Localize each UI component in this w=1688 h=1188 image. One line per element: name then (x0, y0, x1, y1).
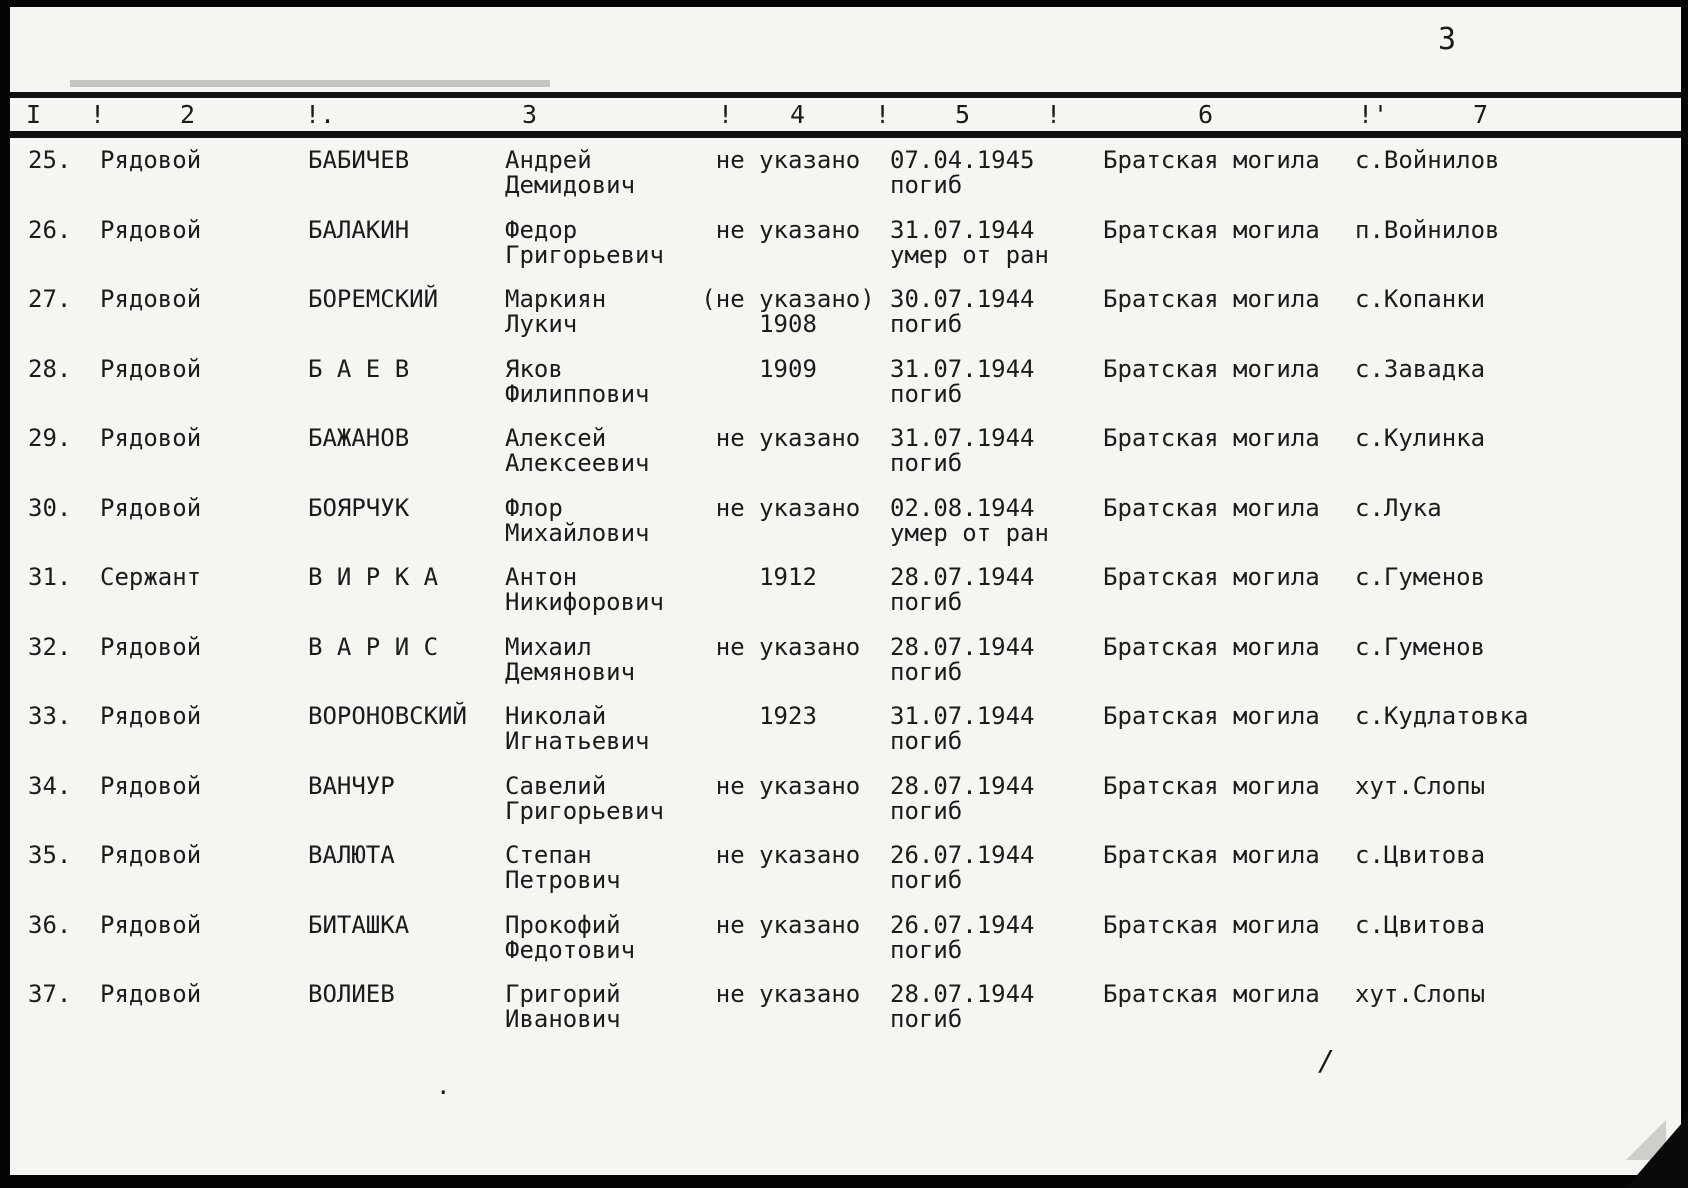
table-row (0, 704, 1688, 774)
cell-death-date: 02.08.1944 (890, 493, 1035, 522)
cell-grave-type: Братская могила (1103, 841, 1320, 869)
cell-given-name: Федор (505, 215, 578, 244)
cell-given-name: Николай (505, 702, 607, 730)
cell-rank: Рядовой (100, 424, 202, 452)
cell-row-number: 36. (28, 910, 72, 939)
table-row (0, 565, 1688, 635)
cell-surname: БАБИЧЕВ (308, 146, 410, 174)
cell-death-cause: умер от ран (890, 518, 1049, 547)
cell-birth-line1: 1909 (759, 354, 817, 383)
cell-birth-line1: (не указано) (701, 285, 875, 313)
cell-row-number: 32. (28, 632, 72, 661)
cell-patronymic: Демидович (505, 171, 636, 199)
cell-death-date-cause (890, 704, 1100, 754)
column-separator: ! (718, 100, 734, 129)
cell-birth-year (698, 982, 878, 1007)
cell-death-date-cause (890, 215, 1100, 269)
cell-death-cause: погиб (890, 310, 963, 338)
cell-grave-type: Братская могила (1103, 563, 1320, 591)
cell-surname: ВАЛЮТА (308, 841, 395, 869)
cell-given-name: Антон (505, 563, 578, 591)
cell-rank: Рядовой (100, 841, 202, 869)
cell-row-number: 25. (28, 146, 72, 174)
cell-birth-year (698, 565, 878, 590)
cell-rank: Рядовой (100, 215, 202, 244)
cell-name-patronymic (505, 704, 720, 754)
cell-birth-year (698, 493, 878, 522)
column-header-3: 3 (522, 100, 538, 129)
cell-death-date: 28.07.1944 (890, 632, 1035, 661)
column-header-7: 7 (1473, 100, 1489, 129)
cell-birth-year (698, 771, 878, 800)
cell-name-patronymic (505, 982, 720, 1032)
cell-surname: ВОРОНОВСКИЙ (308, 702, 467, 730)
cell-birth-line1: не указано (715, 424, 861, 452)
cell-death-cause: погиб (890, 657, 963, 686)
table-row (0, 843, 1688, 913)
cell-birth-year (698, 287, 878, 337)
cell-given-name: Алексей (505, 424, 607, 452)
cell-rank: Рядовой (100, 980, 202, 1008)
cell-death-date: 31.07.1944 (890, 702, 1035, 730)
cell-surname: В А Р И С (308, 632, 439, 661)
stray-mark-slash: / (1318, 1044, 1335, 1077)
cell-rank: Рядовой (100, 493, 202, 522)
column-separator: !. (305, 100, 336, 129)
cell-birth-year (698, 632, 878, 661)
cell-grave-type: Братская могила (1103, 771, 1320, 800)
cell-surname: БИТАШКА (308, 910, 410, 939)
table-row (0, 632, 1688, 705)
table-row (0, 493, 1688, 566)
cell-death-date-cause (890, 632, 1100, 686)
cell-death-date-cause (890, 148, 1100, 198)
cell-birth-year (698, 354, 878, 383)
cell-grave-type: Братская могила (1103, 215, 1320, 244)
cell-death-date: 31.07.1944 (890, 424, 1035, 452)
cell-birth-line1: не указано (715, 841, 861, 869)
cell-burial-place: хут.Слопы (1355, 980, 1486, 1008)
cell-birth-year (698, 704, 878, 729)
cell-patronymic: Григорьевич (505, 240, 664, 269)
column-header-4: 4 (790, 100, 806, 129)
cell-death-date-cause (890, 354, 1100, 408)
cell-row-number: 33. (28, 702, 72, 730)
cell-patronymic: Михайлович (505, 518, 650, 547)
cell-burial-place: с.Гуменов (1355, 632, 1486, 661)
cell-surname: БОРЕМСКИЙ (308, 285, 439, 313)
cell-rank: Рядовой (100, 702, 202, 730)
column-header-1: I (26, 100, 42, 129)
cell-surname: Б А Е В (308, 354, 410, 383)
cell-patronymic: Федотович (505, 935, 636, 964)
cell-patronymic: Алексеевич (505, 449, 650, 477)
cell-death-cause: погиб (890, 449, 963, 477)
cell-birth-year (698, 910, 878, 939)
cell-given-name: Андрей (505, 146, 592, 174)
cell-death-date-cause (890, 910, 1100, 964)
cell-grave-type: Братская могила (1103, 493, 1320, 522)
cell-birth-line1: не указано (715, 493, 861, 522)
cell-death-cause: погиб (890, 727, 963, 755)
cell-death-date-cause (890, 843, 1100, 893)
column-header-2: 2 (180, 100, 196, 129)
cell-patronymic: Никифорович (505, 588, 664, 616)
cell-death-date: 28.07.1944 (890, 563, 1035, 591)
cell-birth-line1: не указано (715, 146, 861, 174)
cell-patronymic: Петрович (505, 866, 621, 894)
cell-patronymic: Демянович (505, 657, 636, 686)
cell-grave-type: Братская могила (1103, 354, 1320, 383)
cell-surname: БОЯРЧУК (308, 493, 410, 522)
cell-birth-line1: 1912 (759, 563, 817, 591)
cell-patronymic: Филиппович (505, 379, 650, 408)
cell-rank: Рядовой (100, 632, 202, 661)
column-header-5: 5 (955, 100, 971, 129)
cell-death-date: 31.07.1944 (890, 354, 1035, 383)
cell-rank: Рядовой (100, 354, 202, 383)
cell-death-cause: погиб (890, 866, 963, 894)
cell-rank: Рядовой (100, 771, 202, 800)
cell-grave-type: Братская могила (1103, 632, 1320, 661)
cell-name-patronymic (505, 843, 720, 893)
cell-given-name: Флор (505, 493, 563, 522)
cell-burial-place: с.Завадка (1355, 354, 1486, 383)
cell-given-name: Михаил (505, 632, 592, 661)
cell-birth-year (698, 843, 878, 868)
cell-birth-line1: не указано (715, 980, 861, 1008)
cell-given-name: Яков (505, 354, 563, 383)
cell-death-date: 31.07.1944 (890, 215, 1035, 244)
cell-given-name: Прокофий (505, 910, 621, 939)
cell-surname: ВАНЧУР (308, 771, 395, 800)
cell-burial-place: с.Цвитова (1355, 910, 1486, 939)
cell-rank: Рядовой (100, 910, 202, 939)
cell-birth-line1: 1923 (759, 702, 817, 730)
cell-grave-type: Братская могила (1103, 980, 1320, 1008)
column-separator: !' (1358, 100, 1389, 129)
cell-death-date-cause (890, 565, 1100, 615)
cell-death-cause: погиб (890, 379, 963, 408)
cell-death-date: 28.07.1944 (890, 980, 1035, 1008)
cell-burial-place: с.Кудлатовка (1355, 702, 1529, 730)
column-separator: ! (875, 100, 891, 129)
cell-surname: БАЖАНОВ (308, 424, 410, 452)
cell-death-date-cause (890, 287, 1100, 337)
cell-birth-line1: не указано (715, 771, 861, 800)
cell-death-cause: погиб (890, 935, 963, 964)
cell-name-patronymic (505, 771, 720, 825)
cell-birth-line2: 1908 (759, 310, 817, 338)
cell-burial-place: с.Копанки (1355, 285, 1486, 313)
cell-row-number: 37. (28, 980, 72, 1008)
cell-surname: В И Р К А (308, 563, 439, 591)
table-row (0, 910, 1688, 983)
column-separator: ! (1046, 100, 1062, 129)
table-row (0, 148, 1688, 218)
cell-burial-place: с.Кулинка (1355, 424, 1486, 452)
cell-given-name: Степан (505, 841, 592, 869)
cell-burial-place: с.Войнилов (1355, 146, 1500, 174)
cell-surname: БАЛАКИН (308, 215, 410, 244)
cell-birth-year (698, 426, 878, 451)
cell-rank: Сержант (100, 563, 202, 591)
cell-rank: Рядовой (100, 146, 202, 174)
cell-burial-place: с.Цвитова (1355, 841, 1486, 869)
cell-grave-type: Братская могила (1103, 146, 1320, 174)
cell-rank: Рядовой (100, 285, 202, 313)
cell-name-patronymic (505, 148, 720, 198)
cell-row-number: 31. (28, 563, 72, 591)
cell-patronymic: Лукич (505, 310, 578, 338)
stray-mark-dot: . (436, 1072, 451, 1100)
cell-patronymic: Иванович (505, 1005, 621, 1033)
cell-death-date: 30.07.1944 (890, 285, 1035, 313)
cell-name-patronymic (505, 354, 720, 408)
cell-name-patronymic (505, 632, 720, 686)
table-row (0, 982, 1688, 1052)
cell-given-name: Маркиян (505, 285, 607, 313)
cell-burial-place: п.Войнилов (1355, 215, 1500, 244)
cell-burial-place: с.Гуменов (1355, 563, 1486, 591)
cell-row-number: 28. (28, 354, 72, 383)
cell-grave-type: Братская могила (1103, 702, 1320, 730)
cell-death-date: 07.04.1945 (890, 146, 1035, 174)
table-row (0, 215, 1688, 288)
cell-burial-place: хут.Слопы (1355, 771, 1486, 800)
cell-birth-year (698, 215, 878, 244)
cell-name-patronymic (505, 215, 720, 269)
cell-name-patronymic (505, 493, 720, 547)
cell-name-patronymic (505, 287, 720, 337)
cell-row-number: 34. (28, 771, 72, 800)
cell-birth-year (698, 148, 878, 173)
cell-patronymic: Игнатьевич (505, 727, 650, 755)
cell-row-number: 29. (28, 424, 72, 452)
cell-name-patronymic (505, 910, 720, 964)
table-row (0, 354, 1688, 427)
page-number: 3 (1438, 22, 1458, 57)
cell-row-number: 26. (28, 215, 72, 244)
cell-death-date-cause (890, 493, 1100, 547)
column-header-6: 6 (1198, 100, 1214, 129)
cell-grave-type: Братская могила (1103, 424, 1320, 452)
cell-birth-line1: не указано (715, 910, 861, 939)
cell-row-number: 30. (28, 493, 72, 522)
table-row (0, 287, 1688, 357)
cell-death-cause: погиб (890, 171, 963, 199)
table-row (0, 426, 1688, 496)
table-row (0, 771, 1688, 844)
cell-death-date: 28.07.1944 (890, 771, 1035, 800)
cell-given-name: Григорий (505, 980, 621, 1008)
cell-death-cause: погиб (890, 1005, 963, 1033)
cell-burial-place: с.Лука (1355, 493, 1442, 522)
cell-death-date-cause (890, 771, 1100, 825)
cell-death-date: 26.07.1944 (890, 910, 1035, 939)
cell-birth-line1: не указано (715, 215, 861, 244)
cell-surname: ВОЛИЕВ (308, 980, 395, 1008)
cell-death-cause: погиб (890, 588, 963, 616)
cell-death-cause: умер от ран (890, 240, 1049, 269)
cell-grave-type: Братская могила (1103, 285, 1320, 313)
column-separator: ! (90, 100, 106, 129)
cell-death-date: 26.07.1944 (890, 841, 1035, 869)
cell-name-patronymic (505, 426, 720, 476)
cell-patronymic: Григорьевич (505, 796, 664, 825)
cell-row-number: 27. (28, 285, 72, 313)
cell-row-number: 35. (28, 841, 72, 869)
cell-grave-type: Братская могила (1103, 910, 1320, 939)
cell-birth-line1: не указано (715, 632, 861, 661)
cell-death-date-cause (890, 982, 1100, 1032)
cell-given-name: Савелий (505, 771, 607, 800)
cell-name-patronymic (505, 565, 720, 615)
cell-death-date-cause (890, 426, 1100, 476)
cell-death-cause: погиб (890, 796, 963, 825)
